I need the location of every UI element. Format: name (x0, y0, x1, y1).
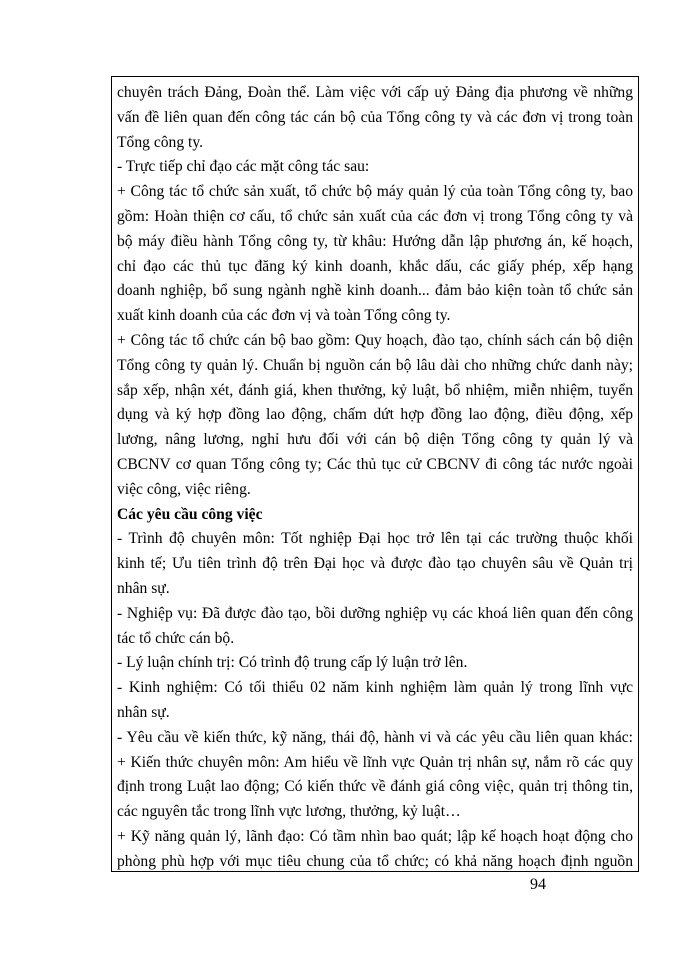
text-line: xuất kinh doanh của các đơn vị và toàn Tổng công ty. (117, 307, 451, 325)
text-line: dụng và ký hợp đồng lao động, chấm dứt hợp đồng lao động, điều động, xếp (117, 406, 633, 424)
text-line: nhân sự. (117, 703, 170, 721)
text-line: bộ máy điều hành Tổng công ty, từ khâu: Hướng dẫn lập phương án, kế hoạch, (117, 232, 633, 250)
section-heading: Các yêu cầu công việc (117, 505, 263, 523)
body-text (117, 81, 633, 872)
text-line: lương, nâng lương, nghỉ hưu đối với cán bộ diện Tổng công ty quản lý và (117, 431, 633, 449)
text-line: - Nghiệp vụ: Đã được đào tạo, bồi dưỡng nghiệp vụ các khoá liên quan đến công (117, 604, 633, 622)
text-line: - Lý luận chính trị: Có trình độ trung cấp lý luận trở lên. (117, 654, 468, 672)
text-line: - Yêu cầu về kiến thức, kỹ năng, thái độ, hành vi và các yêu cầu liên quan khác: (117, 728, 633, 746)
text-line: gồm: Hoàn thiện cơ cấu, tổ chức sản xuất của các đơn vị trong Tổng công ty và (117, 207, 633, 225)
page-number: 94 (530, 876, 546, 893)
text-line: tác tổ chức cán bộ. (117, 629, 235, 647)
text-line: + Công tác tổ chức cán bộ bao gồm: Quy hoạch, đào tạo, chính sách cán bộ diện (117, 331, 633, 349)
text-line: việc công, việc riêng. (117, 480, 251, 498)
text-line: - Trực tiếp chỉ đạo các mặt công tác sau: (117, 158, 370, 176)
text-line: nhân sự. (117, 579, 170, 597)
text-box-frame (111, 76, 639, 872)
text-line: sắp xếp, nhận xét, đánh giá, khen thưởng, kỷ luật, bổ nhiệm, miễn nhiệm, tuyển (117, 381, 633, 399)
text-line: + Công tác tổ chức sản xuất, tổ chức bộ máy quản lý của toàn Tổng công ty, bao (117, 183, 633, 201)
text-line: định trong Luật lao động; Có kiến thức về đánh giá công việc, quản trị thông tin, (117, 778, 633, 796)
text-line: CBCNV cơ quan Tổng công ty; Các thủ tục cử CBCNV đi công tác nước ngoài (117, 455, 633, 473)
text-line: - Trình độ chuyên môn: Tốt nghiệp Đại học trở lên tại các trường thuộc khối (117, 530, 633, 548)
text-line: kinh tế; Ưu tiên trình độ trên Đại học và được đào tạo chuyên sâu về Quản trị (117, 555, 633, 573)
text-line: chuyên trách Đảng, Đoàn thể. Làm việc với cấp uỷ Đảng địa phương về những (117, 84, 633, 101)
text-line: Tổng công ty. (117, 133, 204, 151)
text-line: + Kiến thức chuyên môn: Am hiểu về lĩnh vực Quản trị nhân sự, nắm rõ các quy (117, 753, 633, 771)
text-line: + Kỹ năng quản lý, lãnh đạo: Có tầm nhìn bao quát; lập kế hoạch hoạt động cho (117, 827, 633, 845)
text-line: - Kinh nghiệm: Có tối thiểu 02 năm kinh nghiệm làm quản lý trong lĩnh vực (117, 679, 633, 697)
text-line: chỉ đạo các thủ tục đăng ký kinh doanh, khắc dấu, các giấy phép, xếp hạng (117, 257, 633, 275)
text-line: Tổng công ty quản lý. Chuẩn bị nguồn cán bộ lâu dài cho những chức danh này; (117, 356, 633, 374)
text-line: các nguyên tắc trong lĩnh vực lương, thưởng, kỷ luật… (117, 803, 461, 821)
text-line: doanh nghiệp, bổ sung ngành nghề kinh doanh... đảm bảo kiện toàn tổ chức sản (117, 282, 633, 300)
text-line: phòng phù hợp với mục tiêu chung của tổ chức; có khả năng hoạch định nguồn (117, 852, 633, 870)
text-line: vấn đề liên quan đến công tác cán bộ của Tổng công ty và các đơn vị trong toàn (117, 108, 633, 126)
